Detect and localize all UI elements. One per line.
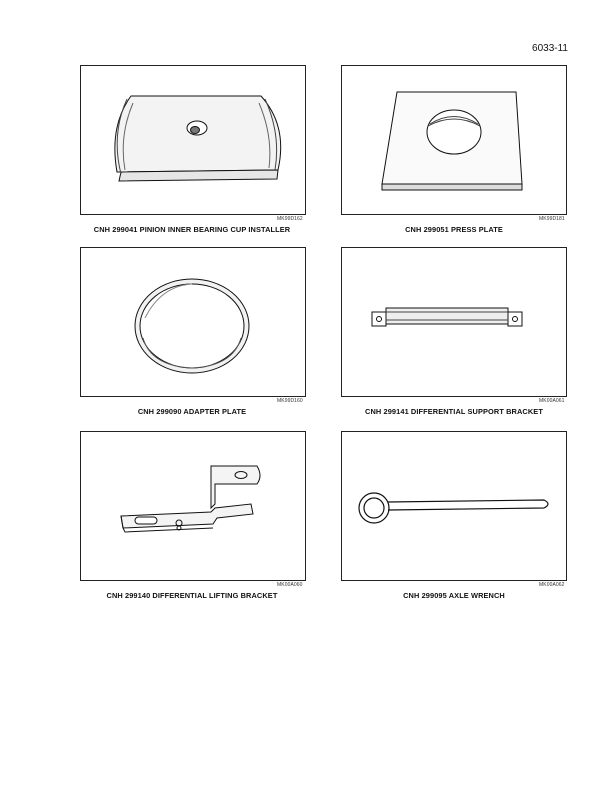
press-plate-drawing	[342, 66, 566, 214]
figure-caption: CNH 299090 ADAPTER PLATE	[137, 407, 247, 416]
figure-panel-adapter-plate	[80, 247, 306, 397]
figure-code: MK99D181	[539, 216, 565, 222]
figure-code: MK00A062	[539, 582, 565, 588]
bearing-cup-installer-drawing	[81, 66, 305, 214]
figure-caption: CNH 299041 PINION INNER BEARING CUP INSTALLER	[93, 225, 291, 234]
page-number: 6033-11	[532, 43, 568, 54]
figure-panel-bearing-cup-installer	[80, 65, 306, 215]
figure-panel-support-bracket	[341, 247, 567, 397]
figure-panel-axle-wrench	[341, 431, 567, 581]
figure-panel-lifting-bracket	[80, 431, 306, 581]
figure-caption: CNH 299051 PRESS PLATE	[405, 225, 503, 234]
figure-code: MK99D162	[277, 216, 303, 222]
axle-wrench-drawing	[342, 432, 566, 580]
figure-panel-press-plate	[341, 65, 567, 215]
adapter-plate-drawing	[81, 248, 305, 396]
figure-code: MK00A060	[277, 582, 303, 588]
figure-caption: CNH 299141 DIFFERENTIAL SUPPORT BRACKET	[365, 407, 543, 416]
lifting-bracket-drawing	[81, 432, 305, 580]
support-bracket-drawing	[342, 248, 566, 396]
figure-code: MK00A061	[539, 398, 565, 404]
figure-caption: CNH 299140 DIFFERENTIAL LIFTING BRACKET	[106, 591, 278, 600]
figure-code: MK99D160	[277, 398, 303, 404]
figure-caption: CNH 299095 AXLE WRENCH	[403, 591, 505, 600]
